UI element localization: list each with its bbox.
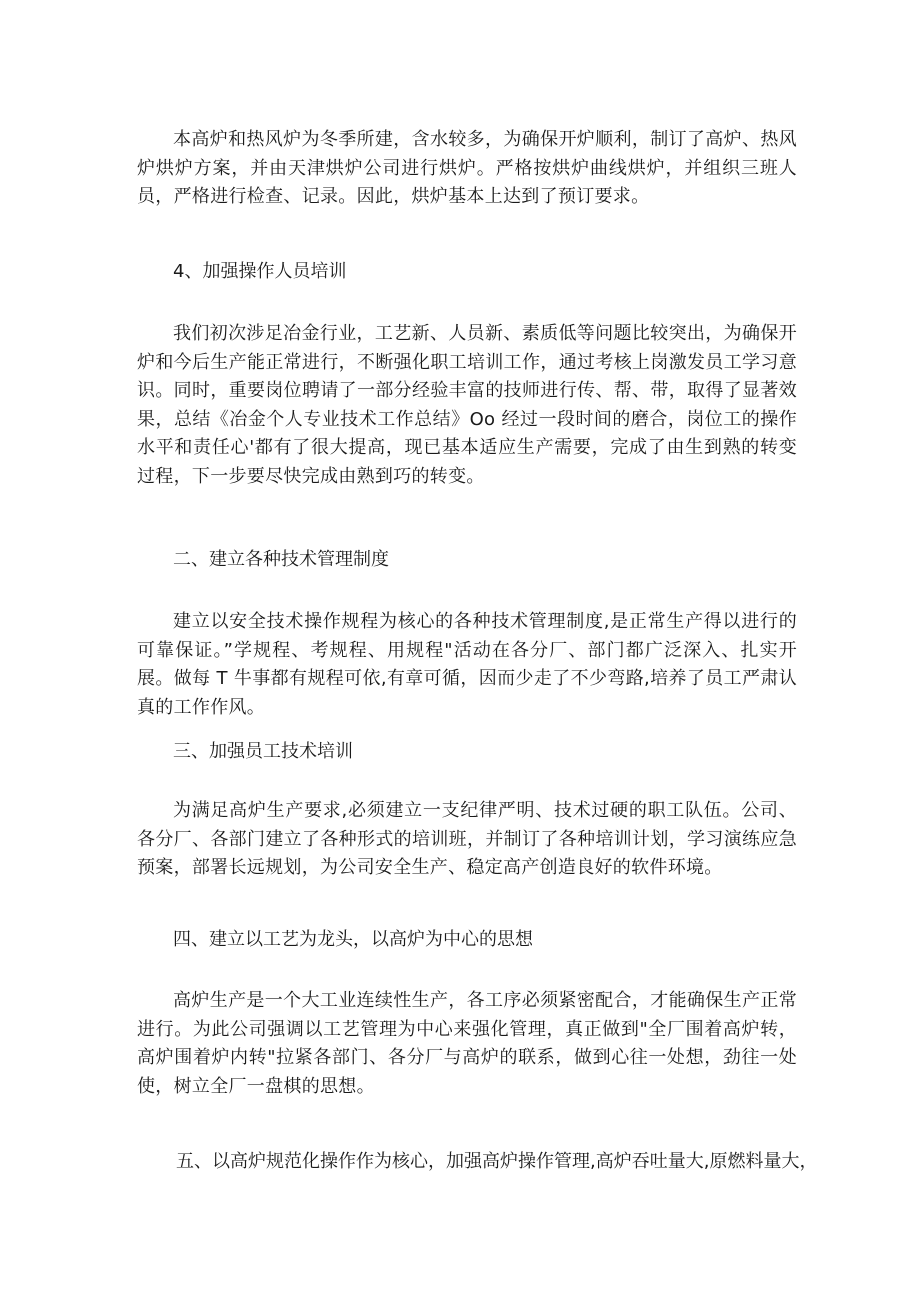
heading-standardized-operation: 五、以高炉规范化操作作为核心，加强高炉操作管理,高炉吞吐量大,原燃料量大， bbox=[176, 1151, 818, 1172]
paragraph-training-details: 我们初次涉足冶金行业，工艺新、人员新、素质低等问题比较突出，为确保开炉和今后生产能正常进行，不断强化职工培训工作，通过考核上岗激发员工学习意识。同时，重要岗位聘请了一部分经验丰富的技师进行传、帮、带，取得了显著效果，总结《冶金个人专业技术工作总结》Oo 经过一段时间的磨合，岗位工的操作水平和责任心'都有了很大提高，现已基本适应生产需要，完成了由生到熟的转变过程，下一步要尽快完成由熟到巧的转变。 bbox=[137, 323, 797, 487]
paragraph-management-system: 建立以安全技术操作规程为核心的各种技术管理制度,是正常生产得以进行的可靠保证。”学规程、考规程、用规程"活动在各分厂、部门都广泛深入、扎实开展。做每 T 牛事都有规程可依,有章可循，因而少走了不少弯路,培养了员工严肃认真的工作作风。 bbox=[137, 611, 797, 718]
heading-technical-management: 二、建立各种技术管理制度 bbox=[173, 549, 389, 570]
paragraph-staff-training: 为满足高炉生产要求,必须建立一支纪律严明、技术过硬的职工队伍。公司、各分厂、各部门建立了各种形式的培训班，并制订了各种培训计划，学习演练应急预案，部署长远规划，为公司安全生产、稳定高产创造良好的软件环境。 bbox=[137, 800, 797, 878]
paragraph-oven-drying: 本高炉和热风炉为冬季所建，含水较多，为确保开炉顺利，制订了高炉、热风炉烘炉方案，并由天津烘炉公司进行烘炉。严格按烘炉曲线烘炉，并组织三班人员，严格进行检查、记录。因此，烘炉基本上达到了预订要求。 bbox=[137, 129, 797, 207]
heading-staff-training: 三、加强员工技术培训 bbox=[173, 741, 353, 762]
heading-operator-training: 4、加强操作人员培训 bbox=[173, 261, 347, 282]
paragraph-process-centered: 高炉生产是一个大工业连续性生产，各工序必须紧密配合，才能确保生产正常进行。为此公司强调以工艺管理为中心来强化管理，真正做到"全厂围着高炉转，高炉围着炉内转"拉紧各部门、各分厂与高炉的联系，做到心往一处想，劲往一处使，树立全厂一盘棋的思想。 bbox=[137, 990, 797, 1097]
heading-process-centered: 四、建立以工艺为龙头，以高炉为中心的思想 bbox=[173, 929, 533, 950]
